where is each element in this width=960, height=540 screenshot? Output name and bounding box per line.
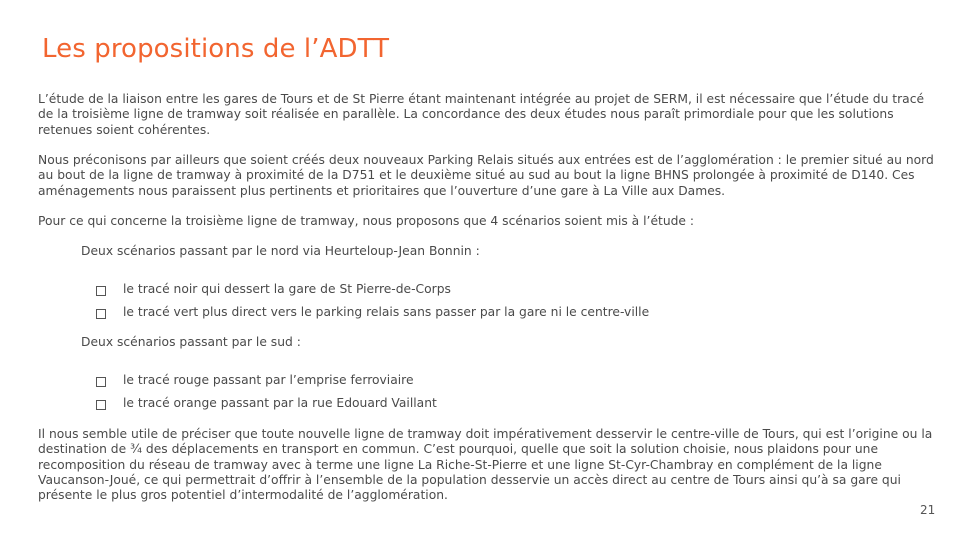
list-item-label: le tracé noir qui dessert la gare de St Pierre-de-Corps <box>123 281 451 296</box>
intro-paragraph: L’étude de la liaison entre les gares de Tours et de St Pierre étant maintenant intégrée au projet de SERM, il est nécessaire que l’étude du tracé de la troisième ligne de tramway soit réalisée en parallèle. La concordance des deux études nous paraît primordiale pour que les solutions retenues soient cohérentes. <box>38 92 925 137</box>
list-item <box>96 277 649 300</box>
list-item-label: le tracé vert plus direct vers le parking relais sans passer par la gare ni le centre-ville <box>123 304 650 319</box>
list-item <box>96 391 437 414</box>
checkbox-bullet-icon <box>96 400 106 410</box>
checkbox-bullet-icon <box>96 286 106 296</box>
page-number: 21 <box>920 503 936 517</box>
list-item <box>96 300 649 323</box>
south-list <box>96 368 437 414</box>
list-item-label: le tracé rouge passant par l’emprise ferroviaire <box>123 372 414 387</box>
checkbox-bullet-icon <box>96 309 106 319</box>
scenarios-paragraph: Pour ce qui concerne la troisième ligne de tramway, nous proposons que 4 scénarios soient mis à l’étude : <box>38 214 695 228</box>
checkbox-bullet-icon <box>96 377 106 387</box>
conclusion-paragraph: Il nous semble utile de préciser que toute nouvelle ligne de tramway doit impérativement desservir le centre-ville de Tours, qui est l’origine ou la destination de ¾ des déplacements en transport en commun. C’est pourquoi, quelle que soit la solution choisie, nous plaidons pour une recomposition du réseau de tramway avec à terme une ligne La Riche-St-Pierre et une ligne St-Cyr-Chambray en complément de la ligne Vaucanson-Joué, ce qui permettrait d’offrir à l’ensemble de la population desservie un accès direct au centre de Tours ainsi qu’à sa gare qui présente le plus gros potentiel d’intermodalité de l’agglomération. <box>38 427 933 503</box>
list-item-label: le tracé orange passant par la rue Edouard Vaillant <box>123 395 437 410</box>
slide-title: Les propositions de l’ADTT <box>42 34 390 64</box>
south-heading: Deux scénarios passant par le sud : <box>81 335 301 349</box>
list-item <box>96 368 437 391</box>
parking-paragraph: Nous préconisons par ailleurs que soient créés deux nouveaux Parking Relais situés aux entrées est de l’agglomération : le premier situé au nord au bout de la ligne de tramway à proximité de la D751 et le deuxième situé au sud au bout la ligne BHNS prolongée à proximité de D140. Ces aménagements nous paraissent plus pertinents et prioritaires que l’ouverture d’une gare à La Ville aux Dames. <box>38 153 934 198</box>
north-list <box>96 277 649 323</box>
north-heading: Deux scénarios passant par le nord via Heurteloup-Jean Bonnin : <box>81 244 480 258</box>
